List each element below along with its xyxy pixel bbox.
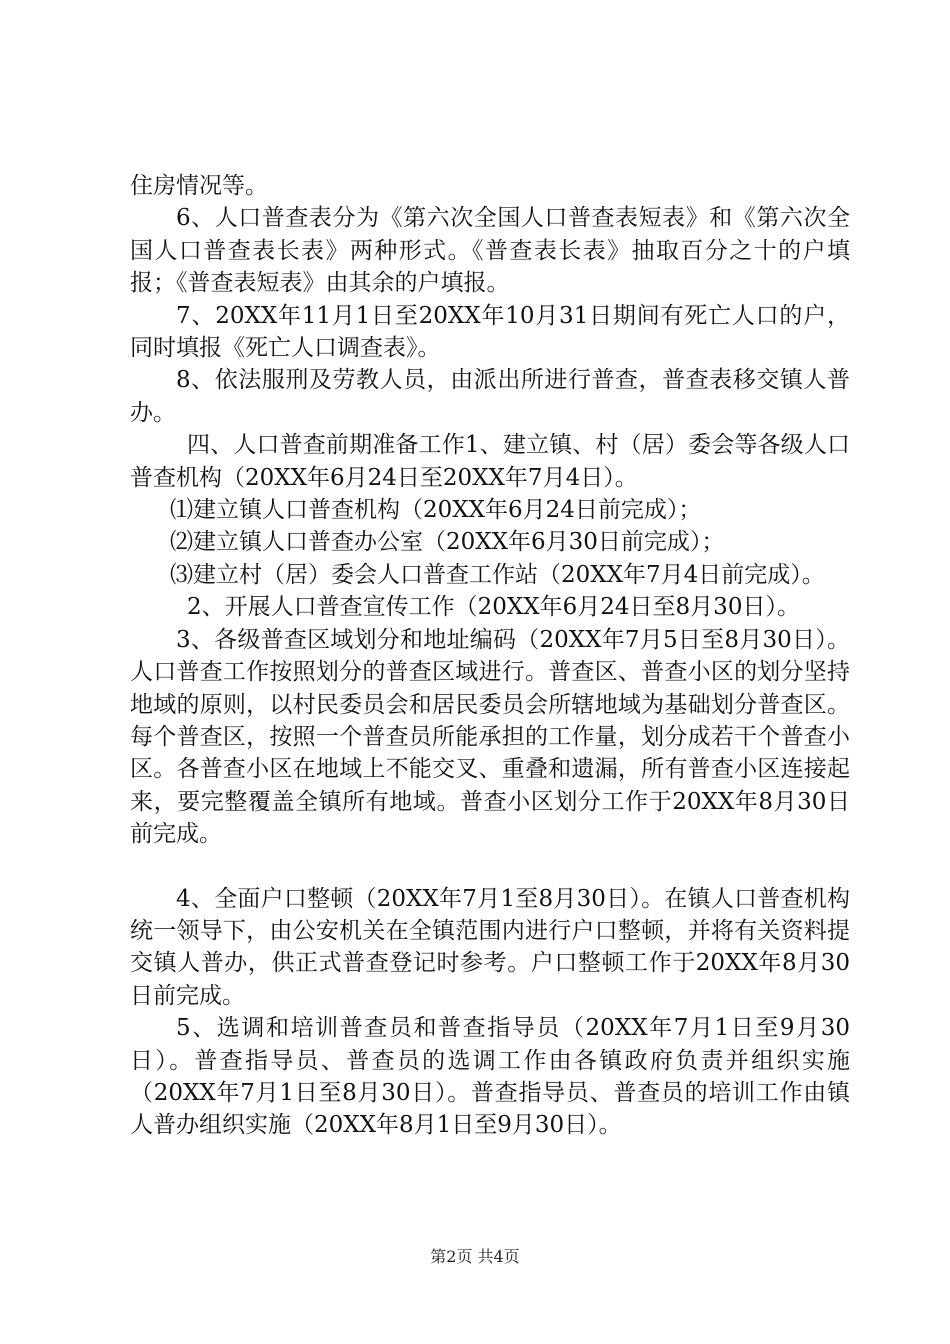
paragraph-item-6: 6、人口普查表分为《第六次全国人口普查表短表》和《第六次全国人口普查表长表》两种形式。《普查表长表》抽取百分之十的户填报；《普查表短表》由其余的户填报。 bbox=[130, 205, 850, 297]
paragraph-prep-3: 3、各级普查区域划分和地址编码（20XX年7月5日至8月30日）。人口普查工作按照划分的普查区域进行。普查区、普查小区的划分坚持地域的原则，以村民委员会和居民委员会所辖地域为基础划分普查区。每个普查区，按照一个普查员所能承担的工作量，划分成若干个普查小区。各普查小区在地域上不能交叉、重叠和遗漏，所有普查小区连接起来，要完整覆盖全镇所有地域。普查小区划分工作于20XX年8月30日前完成。 bbox=[130, 626, 850, 848]
paragraph-section-4: 四、人口普查前期准备工作1、建立镇、村（居）委会等各级人口普查机构（20XX年6月24日至20XX年7月4日）。 bbox=[130, 432, 850, 491]
paragraph-sub-2: ⑵建立镇人口普查办公室（20XX年6月30日前完成）； bbox=[170, 529, 725, 556]
paragraph-gap bbox=[130, 851, 850, 883]
paragraph-sub-1: ⑴建立镇人口普查机构（20XX年6月24日前完成）； bbox=[170, 497, 702, 524]
paragraph-housing: 住房情况等。 bbox=[130, 173, 268, 199]
paragraph-prep-4: 4、全面户口整顿（20XX年7月1至8月30日）。在镇人口普查机构统一领导下，由公安机关在全镇范围内进行户口整顿，并将有关资料提交镇人普办，供正式普查登记时参考。户口整顿工作于20XX年8月30日前完成。 bbox=[130, 885, 850, 1009]
paragraph-item-7: 7、20XX年11月1日至20XX年10月31日期间有死亡人口的户，同时填报《死亡人口调查表》。 bbox=[130, 302, 850, 362]
page-number-footer: 第2页 共4页 bbox=[430, 1247, 520, 1266]
paragraph-item-8: 8、依法服刑及劳教人员，由派出所进行普查，普查表移交镇人普办。 bbox=[130, 367, 850, 426]
paragraph-prep-5: 5、选调和培训普查员和普查指导员（20XX年7月1日至9月30日）。普查指导员、普查员的选调工作由各镇政府负责并组织实施（20XX年7月1日至8月30日）。普查指导员、普查员的培训工作由镇人普办组织实施（20XX年8月1日至9月30日）。 bbox=[130, 1015, 850, 1139]
paragraph-prep-2: 2、开展人口普查宣传工作（20XX年6月24日至8月30日）。 bbox=[187, 594, 800, 621]
body-text bbox=[130, 170, 850, 1142]
paragraph-sub-3: ⑶建立村（居）委会人口普查工作站（20XX年7月4日前完成）。 bbox=[170, 561, 825, 588]
